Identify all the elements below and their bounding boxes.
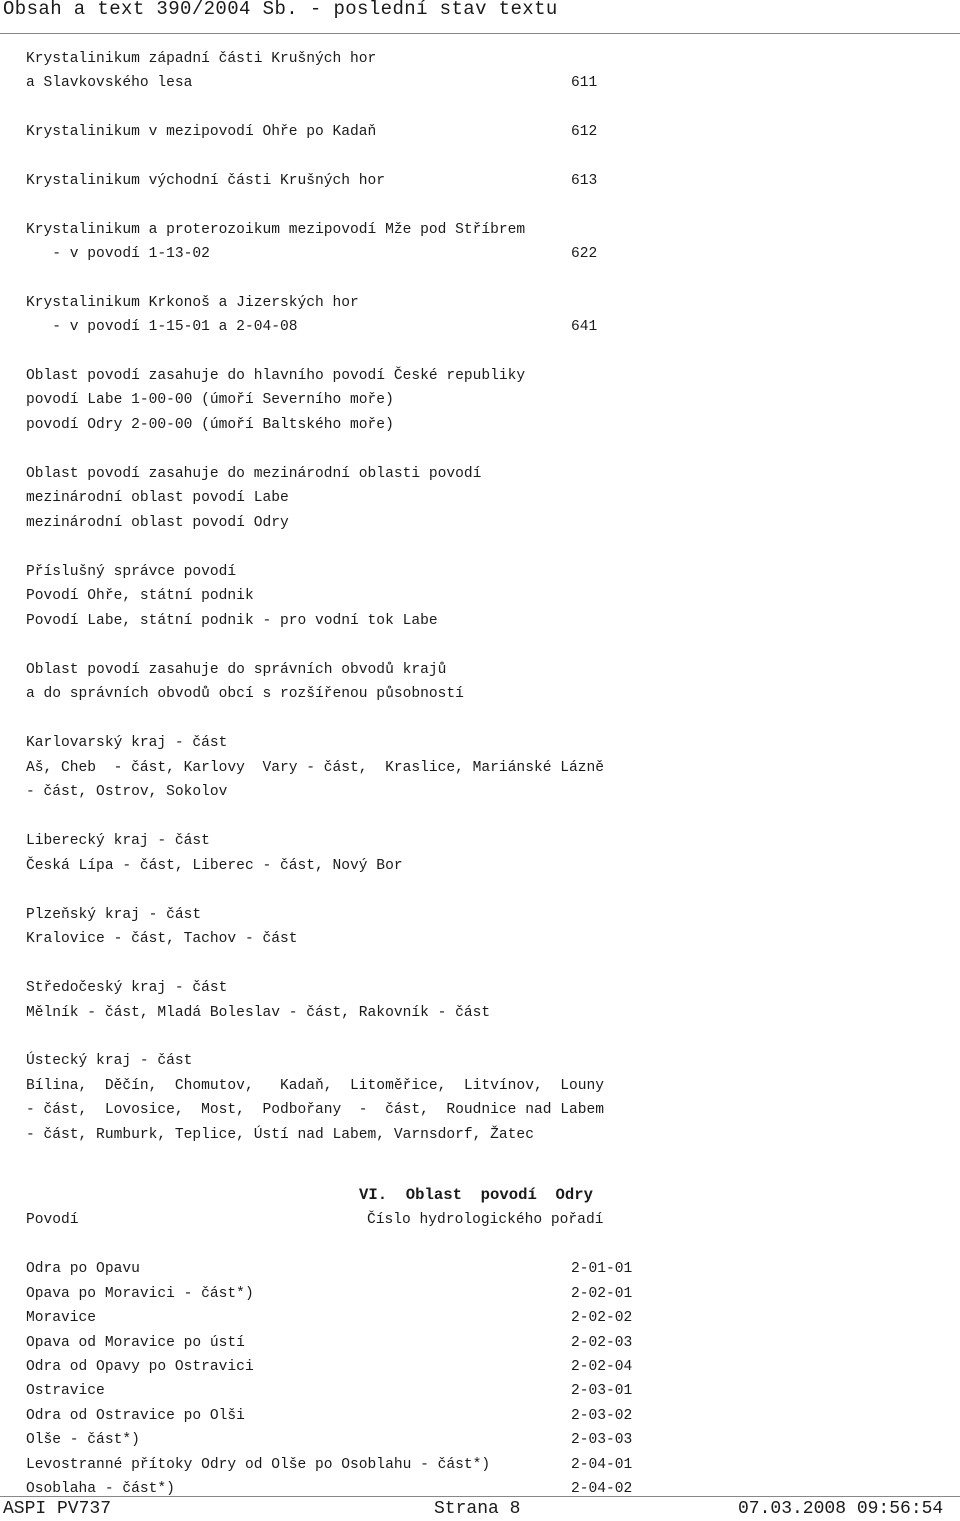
basin-code: 2-02-04: [571, 1359, 633, 1375]
entry-line: - v povodí 1-15-01 a 2-04-08: [26, 319, 298, 335]
region-heading: Plzeňský kraj - část: [26, 907, 202, 923]
column-header-cislo: Číslo hydrologického pořadí: [367, 1212, 604, 1228]
basin-name: Opava od Moravice po ústí: [26, 1335, 245, 1351]
footer-page-number: Strana 8: [434, 1499, 521, 1519]
region-line: Bílina, Děčín, Chomutov, Kadaň, Litoměřice, Litvínov, Louny: [26, 1078, 605, 1094]
basin-name: Odra od Ostravice po Olši: [26, 1408, 245, 1424]
basin-code: 2-04-02: [571, 1481, 633, 1497]
basin-code: 2-02-01: [571, 1286, 633, 1302]
region-line: - část, Lovosice, Most, Podbořany - část, Roudnice nad Labem: [26, 1102, 605, 1118]
region-heading: Středočeský kraj - část: [26, 980, 228, 996]
entry-line: Krystalinikum východní části Krušných hor: [26, 173, 386, 189]
footer-document-id: ASPI PV737: [3, 1499, 112, 1519]
section-heading: Oblast povodí zasahuje do hlavního povodí České republiky: [26, 368, 526, 384]
entry-number: 611: [571, 75, 598, 91]
entry-line: Krystalinikum Krkonoš a Jizerských hor: [26, 295, 359, 311]
basin-code: 2-03-01: [571, 1383, 633, 1399]
section-line: Povodí Ohře, státní podnik: [26, 588, 254, 604]
basin-code: 2-03-03: [571, 1432, 633, 1448]
basin-name: Olše - část*): [26, 1432, 140, 1448]
region-heading: Karlovarský kraj - část: [26, 735, 228, 751]
entry-line: Krystalinikum západní části Krušných hor: [26, 51, 377, 67]
section-line: mezinárodní oblast povodí Odry: [26, 515, 289, 531]
page-footer: [0, 1496, 960, 1521]
region-line: Kralovice - část, Tachov - část: [26, 931, 298, 947]
region-heading: Ústecký kraj - část: [26, 1053, 193, 1069]
section-line: a do správních obvodů obcí s rozšířenou působností: [26, 686, 464, 702]
section-line: povodí Odry 2-00-00 (úmoří Baltského moře): [26, 417, 394, 433]
region-line: - část, Rumburk, Teplice, Ústí nad Labem, Varnsdorf, Žatec: [26, 1127, 534, 1143]
entry-number: 622: [571, 246, 598, 262]
section-heading: Příslušný správce povodí: [26, 564, 237, 580]
footer-timestamp: 07.03.2008 09:56:54: [738, 1499, 944, 1519]
region-line: Česká Lípa - část, Liberec - část, Nový Bor: [26, 858, 403, 874]
entry-line: - v povodí 1-13-02: [26, 246, 210, 262]
page-title: Obsah a text 390/2004 Sb. - poslední stav textu: [3, 0, 558, 20]
basin-code: 2-03-02: [571, 1408, 633, 1424]
basin-name: Osoblaha - část*): [26, 1481, 175, 1497]
basin-code: 2-02-02: [571, 1310, 633, 1326]
entry-line: Krystalinikum a proterozoikum mezipovodí Mže pod Stříbrem: [26, 222, 526, 238]
basin-code: 2-01-01: [571, 1261, 633, 1277]
oblast-title: VI. Oblast povodí Odry: [359, 1186, 593, 1204]
basin-code: 2-02-03: [571, 1335, 633, 1351]
region-line: - část, Ostrov, Sokolov: [26, 784, 228, 800]
page-header: [0, 0, 960, 34]
entry-number: 612: [571, 124, 598, 140]
entry-line: a Slavkovského lesa: [26, 75, 193, 91]
basin-name: Ostravice: [26, 1383, 105, 1399]
section-line: mezinárodní oblast povodí Labe: [26, 490, 289, 506]
entry-line: Krystalinikum v mezipovodí Ohře po Kadaň: [26, 124, 377, 140]
basin-name: Levostranné přítoky Odry od Olše po Osoblahu - část*): [26, 1457, 491, 1473]
basin-name: Moravice: [26, 1310, 97, 1326]
basin-code: 2-04-01: [571, 1457, 633, 1473]
basin-name: Opava po Moravici - část*): [26, 1286, 254, 1302]
entry-number: 641: [571, 319, 598, 335]
entry-number: 613: [571, 173, 598, 189]
section-line: povodí Labe 1-00-00 (úmoří Severního moře): [26, 392, 394, 408]
column-header-povodi: Povodí: [26, 1212, 79, 1228]
section-line: Povodí Labe, státní podnik - pro vodní tok Labe: [26, 613, 438, 629]
section-heading: Oblast povodí zasahuje do mezinárodní oblasti povodí: [26, 466, 482, 482]
section-heading: Oblast povodí zasahuje do správních obvodů krajů: [26, 662, 447, 678]
basin-name: Odra po Opavu: [26, 1261, 140, 1277]
region-line: Aš, Cheb - část, Karlovy Vary - část, Kraslice, Mariánské Lázně: [26, 760, 605, 776]
basin-name: Odra od Opavy po Ostravici: [26, 1359, 254, 1375]
region-heading: Liberecký kraj - část: [26, 833, 210, 849]
region-line: Mělník - část, Mladá Boleslav - část, Rakovník - část: [26, 1005, 491, 1021]
